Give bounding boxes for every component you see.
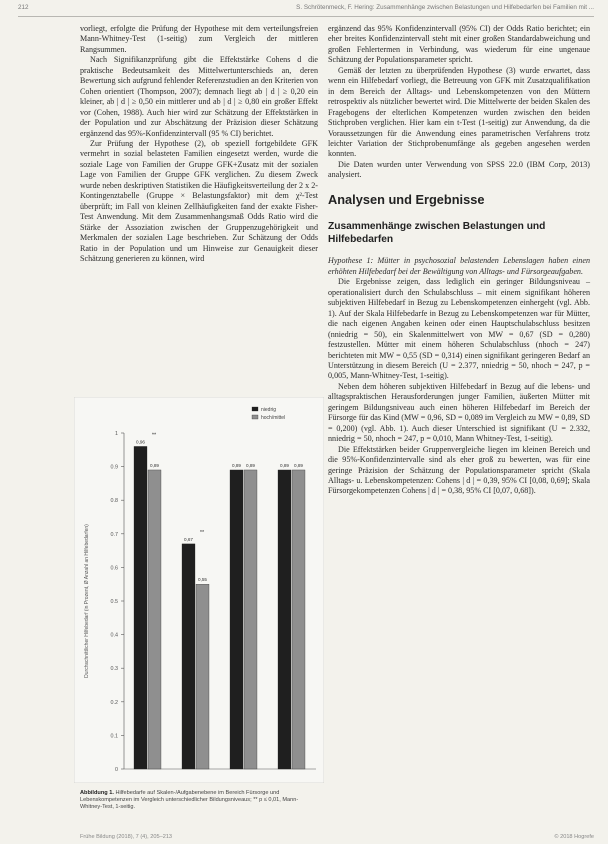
- y-tick-label: 0.3: [110, 666, 118, 673]
- bar: [182, 544, 195, 769]
- running-header: [18, 4, 594, 17]
- section-title: Analysen und Ergebnisse: [328, 191, 485, 207]
- paragraph: vorliegt, erfolgte die Prüfung der Hypothese mit dem verteilungsfreien Mann-Whitney-Test (1-seitig) zum Vergleich der mittleren Rangsummen.: [80, 24, 318, 54]
- legend-swatch: [252, 415, 258, 419]
- paragraph: Die Effektstärken beider Gruppenvergleiche liegen im kleinen Bereich und die 95%-Konfidenzintervalle sind als eher groß zu bewerten, was für eine geringe Präzision der Schätzung der Populationsparameter spricht (Skala Alltags- u. Lebenskompetenzen: Cohens | d | = 0,39, 95% CI [0,08, 0,69]; Skala Fürsorgekompetenzen Cohens | d | = 0,38, 95% CI [0,07, 0,68]).: [328, 444, 590, 496]
- bar: [196, 584, 209, 769]
- figure-caption: [80, 790, 316, 811]
- figure-1-chart: [74, 397, 324, 783]
- bar: [292, 470, 305, 769]
- footer-copyright: © 2018 Hogrefe: [554, 834, 594, 840]
- paragraph: Nach Signifikanzprüfung gibt die Effektstärke Cohens d die praktische Bedeutsamkeit des Mittelwertunterschieds an, deren Bewertung sich aufgrund fehlender Referenzstudien an den Kriterien von Cohen orientiert (Thompson, 2007); demnach liegt ab | d | ≥ 0,20 ein kleiner, ab | d | ≥ 0,50 ein mittlerer und ab | d | ≥ 0,80 ein großer Effekt vor (Cohen, 1988). Auch hier wird zur Schätzung der Effektstärken in der Population und zur Abschätzung der Präzision dieser Schätzung ergänzend das 95%-Konfidenzintervall (95 % CI) berichtet.: [80, 55, 318, 138]
- page-footer: [80, 834, 594, 844]
- paragraph: Zur Prüfung der Hypothese (2), ob speziell fortgebildete GFK vermehrt in sozial belasteten Familien eingesetzt werden, wurde die soziale Lage von Familien der Gruppe GFK+Zusatz mit der sozialen Lage von Familien der Gruppe GFK verglichen. Zu diesem Zweck wurde neben deskriptiven Statistiken die Häufigkeitsverteilung der 2 x 2-Kontingenztabelle (Gruppe × Belastungsfaktor) mit dem χ²-Test überprüft; im Fall von kleinen Zellhäufigkeiten fand der exakte Fisher-Test Anwendung. Mit dem Zusammenhangsmaß Odds Ratio wird die Stärke der Assoziation zwischen der Gruppenzugehörigkeit und Merkmalen der sozialen Lage beschrieben. Zur Schätzung der Odds Ratio in der Population und um Hinweise zur Genauigkeit dieser Schätzung generieren zu können, wird: [80, 138, 318, 263]
- paragraph: Gemäß der letzten zu überprüfenden Hypothese (3) wurde erwartet, dass wenn ein Hilfebedarf vorliegt, die Betreuung von GFK mit Zusatzqualifikation in dem Bereich der Alltags- und Lebenskompetenzen von den Müttern retrospektiv als nützlicher bewertet wird. Die Mittelwerte der beiden Skalen des Fragebogens der elterlichen Kompetenzen wurden zwischen den beiden Stichproben verglichen. Hier kam ein t-Test (1-seitig) zur Anwendung, da die Voraussetzungen für die Anwendung eines parametrischen Verfahrens trotz leichter Variation der Stichprobenumfänge als gegeben angesehen werden konnten.: [328, 65, 590, 159]
- data-label: 0,55: [198, 577, 207, 583]
- y-tick-label: 0.1: [110, 733, 118, 740]
- bar: [148, 470, 161, 769]
- legend-swatch: [252, 407, 258, 411]
- caption-text: Hilfebedarfe auf Skalen-/Aufgabenebene im Bereich Fürsorge und Lebenskompetenzen im Vergleich unterschiedlicher Bildungsniveaus; ** p ≤ 0,01, Mann-Whitney-Test, 1-seitig.: [80, 790, 299, 810]
- paragraph: Neben dem höheren subjektiven Hilfebedarf in Bezug auf die lebens- und alltagspraktischen Herausforderungen junger Familien, äußerten Mütter mit geringem Bildungsniveau auch einen höheren Hilfebedarf im Bereich der Fürsorge für das Kind (MW = 0,96, SD = 0,089 im Vergleich zu MW = 0,89, SD = 0,200) (vgl. Abb. 1). Auch dieser Unterschied ist signifikant (U = 2.332, nniedrig = 50, nhoch = 247, p = 0,010, Mann Whitney-Test, 1-seitig).: [328, 381, 590, 444]
- subsection-title: Zusammenhänge zwischen Belastungen und Hilfebedarfen: [328, 221, 546, 245]
- y-tick-label: 0.4: [110, 632, 118, 639]
- y-tick-label: 1: [115, 431, 118, 437]
- y-tick-label: 0: [115, 767, 118, 773]
- left-column: [80, 24, 318, 264]
- legend-label: niedrig: [261, 407, 277, 413]
- data-label: 0,89: [232, 462, 241, 468]
- paragraph: ergänzend das 95% Konfidenzintervall (95% CI) der Odds Ratio berichtet; ein eher breites Konfidenzintervall steht mit einer großen Standardabweichung und großen Fehlertermen in Verbindung, was wiederum für eine ungenaue Schätzung der Populationsparameter spricht.: [328, 24, 590, 65]
- paragraph: Die Daten wurden unter Verwendung von SPSS 22.0 (IBM Corp, 2013) analysiert.: [328, 159, 590, 180]
- y-tick-label: 0.5: [110, 599, 118, 605]
- data-label: 0,89: [280, 462, 289, 468]
- data-label: 0,89: [294, 462, 303, 468]
- right-column: [328, 24, 590, 497]
- hypothesis: Hypothese 1: Mütter in psychosozial belastenden Lebenslagen haben einen erhöhten Hilfebedarf bei der Bewältigung von Alltags- und Fürsorgeaufgaben.: [328, 256, 590, 276]
- caption-label: Abbildung 1.: [80, 790, 114, 796]
- y-axis-label: Durchschnittlicher Hilfebedarf (in Prozent, Ø Anzahl an Hilfebedarfen): [84, 524, 90, 678]
- bar: [230, 470, 243, 769]
- significance-mark: **: [199, 529, 205, 536]
- y-tick-label: 0.2: [110, 699, 118, 706]
- legend-label: hoch/mittel: [261, 415, 286, 421]
- significance-mark: **: [151, 432, 157, 439]
- bar: [244, 470, 257, 769]
- data-label: 0,96: [136, 439, 145, 445]
- running-title: S. Schrötenmeck, F. Hering: Zusammenhänge zwischen Belastungen und Hilfebedarfen bei Familien mit ...: [296, 4, 594, 11]
- footer-journal: Frühe Bildung (2018), 7 (4), 205–213: [80, 834, 173, 840]
- y-tick-label: 0.7: [110, 531, 118, 538]
- bar: [134, 446, 147, 769]
- bar: [278, 470, 291, 769]
- data-label: 0,67: [184, 536, 193, 542]
- paragraph: Die Ergebnisse zeigen, dass lediglich ein geringer Bildungsniveau – operationalisiert durch den Schulabschluss – mit einem signifikant höheren subjektiven Hilfebedarf in Bezug zu Lebenskompetenzen einhergeht (vgl. Abb. 1). Auf der Skala Hilfebedarfe in Bezug zu Lebenskompetenzen war für Mütter, die nach eigenen Angaben keinen oder einen Hauptschulabschluss besitzen (nniedrig = 50), ein Skalenmittelwert von MW = 0,67 (SD = 0,280) festzustellen. Mütter mit einem höheren Schulabschluss (nhoch = 247) berichteten mit MW = 0,55 (SD = 0,314) einen signifikant geringeren Bedarf an Unterstützung in diesem Bereich (U = 2.377, nniedrig = 50, nhoch = 247, p = 0,005, Mann-Whitney-Test, 1-seitig).: [328, 277, 590, 381]
- page-number: 212: [18, 4, 29, 11]
- data-label: 0,89: [150, 462, 159, 468]
- data-label: 0,89: [246, 462, 255, 468]
- y-tick-label: 0.8: [110, 498, 118, 505]
- y-tick-label: 0.9: [110, 464, 118, 471]
- y-tick-label: 0.6: [110, 565, 118, 572]
